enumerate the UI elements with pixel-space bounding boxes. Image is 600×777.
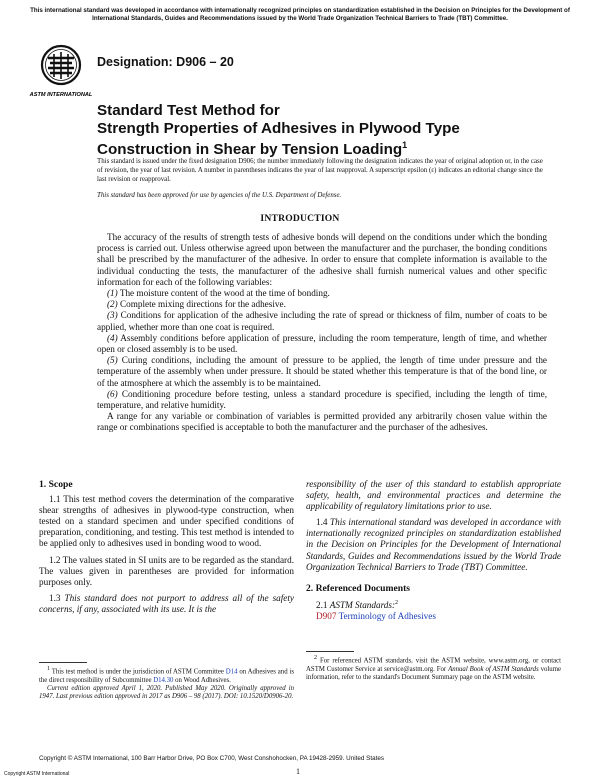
astm-standards-label: ASTM Standards: <box>329 599 396 610</box>
referenced-documents-heading: 2. Referenced Documents <box>306 582 410 594</box>
intro-closing-paragraph: A range for any variable or combination of variables is permitted provided any arbitrarily chosen value within the range or combinations specified is acceptable to both the manufacturer and the purchaser of the adhesives. <box>97 411 547 433</box>
footnote-2 <box>306 654 561 682</box>
footnote-1-edition-text: Current edition approved April 1, 2020. Published May 2020. Originally approved in 1947. Last previous edition approved in 2017 as D906 – 98 (2017). DOI: 10.1520/D0906-20. <box>39 685 294 701</box>
footnote-1-text-c: on Wood Adhesives. <box>173 676 231 684</box>
astm-standards-subheading <box>306 598 561 611</box>
right-column <box>306 479 561 622</box>
intro-item-2 <box>97 299 547 310</box>
title-line-1: Standard Test Method for <box>97 102 280 119</box>
intro-paragraph: The accuracy of the results of strength tests of adhesive bonds will depend on the conditions under which the bonding process is carried out. Unless otherwise agreed upon between the manufacturer and the purchaser, the bonding conditions shall be prescribed by the manufacturer of the adhesive. In order to ensure that complete information is available to the individual conducting the tests, the manufacturer of the adhesive shall furnish numerical values and other specific information for each of the following variables: <box>97 232 547 287</box>
intro-item-1-text: The moisture content of the wood at the time of bonding. <box>117 288 330 299</box>
standard-notice: This international standard was developed in accordance with internationally recognized principles on standardization established in the Decision on Principles for the Development of International Standards, Guides and Recommendations issued by the World Trade Organization Technical Barriers to Trade (TBT) Committee. <box>30 7 570 23</box>
title-line-3-text: Construction in Shear by Tension Loading <box>97 141 403 159</box>
footnote-1-text-b: on Adhesives and is the direct responsibility of Subcommittee <box>39 668 294 684</box>
footnote-1-jurisdiction <box>39 665 294 685</box>
footnote-1 <box>39 665 294 702</box>
intro-item-6-num: (6) <box>107 388 118 399</box>
logo-text: ASTM INTERNATIONAL <box>29 92 93 98</box>
d907-title-link[interactable]: Terminology of Adhesives <box>338 611 436 621</box>
intro-item-6 <box>97 389 547 411</box>
page-number: 1 <box>296 767 300 776</box>
dod-approval-note: This standard has been approved for use by agencies of the U.S. Department of Defense. <box>97 192 342 199</box>
introduction-body <box>97 232 547 434</box>
scope-heading: 1. Scope <box>39 479 73 490</box>
astm-standards-num: 2.1 <box>316 599 330 610</box>
title-line-2: Strength Properties of Adhesives in Plywood Type <box>97 119 460 137</box>
scope-1-1: 1.1 This test method covers the determination of the comparative shear strengths of adhesives in plywood-type construction, when tested on a standard specimen and under specified conditions of preparation, conditioning, and testing. This test method is intended to be applied only to adhesives used in bonding wood to wood. <box>39 494 294 549</box>
footnote-2-text <box>306 654 561 682</box>
intro-item-4-num: (4) <box>107 332 118 343</box>
astm-logo-icon <box>29 42 93 100</box>
footnote-divider-right <box>306 651 354 652</box>
title-line-3 <box>97 137 527 159</box>
footnote-divider-left <box>39 662 87 663</box>
title-footnote-marker: 1 <box>402 140 408 151</box>
astm-standards-footnote-marker: 2 <box>395 599 399 606</box>
intro-item-2-text: Complete mixing directions for the adhesive. <box>117 299 286 310</box>
left-column <box>39 479 294 615</box>
footnote-1-edition <box>39 685 294 702</box>
footnote-2-text-b: volume information, refer to the standard's Document Summary page on the ASTM website. <box>306 665 561 682</box>
scope-1-4-text: This international standard was developed in accordance with internationally recognized principles on standardization established in the Decision on Principles for the Development of International Standards, Guides and Recommendations issued by the World Trade Organization Technical Barriers to Trade (TBT) Committee. <box>306 517 561 572</box>
footnote-2-marker: 2 <box>314 655 317 661</box>
intro-item-1 <box>97 288 547 299</box>
scope-1-4-num: 1.4 <box>316 517 331 528</box>
scope-1-3-text: This standard does not purport to address all of the safety concerns, if any, associated with its use. It is the <box>39 592 294 614</box>
footnote-1-marker: 1 <box>47 666 50 672</box>
scope-1-4 <box>306 517 561 572</box>
intro-item-4-text: Assembly conditions before application of pressure, including the room temperature, length of time, and whether open or closed assembly is to be used. <box>97 332 547 355</box>
scope-1-2: 1.2 The values stated in SI units are to be regarded as the standard. The values given in parentheses are provided for information purposes only. <box>39 554 295 587</box>
intro-item-1-num: (1) <box>107 288 118 299</box>
scope-1-3-num: 1.3 <box>49 592 65 603</box>
scope-1-3-continued-text: responsibility of the user of this standard to establish appropriate safety, health, and environmental practices and determine the applicability of regulatory limitations prior to use. <box>306 479 561 512</box>
astm-logo <box>29 42 93 100</box>
footnote-2-text-a: For referenced ASTM standards, visit the ASTM website, www.astm.org, or contact ASTM Customer Service at service@astm.org. For <box>306 657 561 673</box>
footnote-1-text-a: This test method is under the jurisdiction of ASTM Committee <box>50 668 226 676</box>
intro-item-4 <box>97 333 547 355</box>
copyright-watermark: Copyright ASTM International <box>4 771 70 777</box>
designation: Designation: D906 – 20 <box>97 55 234 69</box>
committee-d14-link[interactable]: D14 <box>225 668 238 676</box>
intro-item-6-text: Conditioning procedure before testing, unless a standard procedure is specified, including the length of time, temperature, and relative humidity. <box>97 388 547 411</box>
scope-1-3 <box>39 593 294 615</box>
fixed-designation-note: This standard is issued under the fixed designation D906; the number immediately following the designation indicates the year of original adoption or, in the case of revision, the year of last revision. A number in parentheses indicates the year of last reapproval. A superscript epsilon (ε) indicates an editorial change since the last revision or reapproval. <box>97 158 543 183</box>
page-title <box>97 102 527 159</box>
scope-1-3-continued <box>306 479 561 512</box>
footnote-2-annual-book: Annual Book of ASTM Standards <box>448 665 539 673</box>
subcommittee-d1430-link[interactable]: D14.30 <box>153 676 174 684</box>
intro-item-5 <box>97 355 547 389</box>
d907-link[interactable]: D907 <box>316 611 337 621</box>
intro-item-5-text: Curing conditions, including the amount of pressure to be applied, the length of time under pressure and the temperature of the assembly when under pressure. It should be stated whether this temperature is that of the bond line, or of the atmosphere at which the assembly is to be maintained. <box>97 355 547 388</box>
copyright-line: Copyright © ASTM International, 100 Barr Harbor Drive, PO Box C700, West Conshohocken, PA 19428-2959. United States <box>39 755 384 762</box>
intro-item-3 <box>97 310 547 332</box>
introduction-heading: INTRODUCTION <box>260 213 340 224</box>
intro-item-5-num: (5) <box>107 355 118 366</box>
intro-item-2-num: (2) <box>107 299 118 310</box>
intro-item-3-text: Conditions for application of the adhesive including the rate of spread or thickness of film, number of coats to be applied, whether more than one coat is required. <box>97 310 547 332</box>
referenced-document-item <box>306 611 561 622</box>
intro-item-3-num: (3) <box>107 310 118 321</box>
